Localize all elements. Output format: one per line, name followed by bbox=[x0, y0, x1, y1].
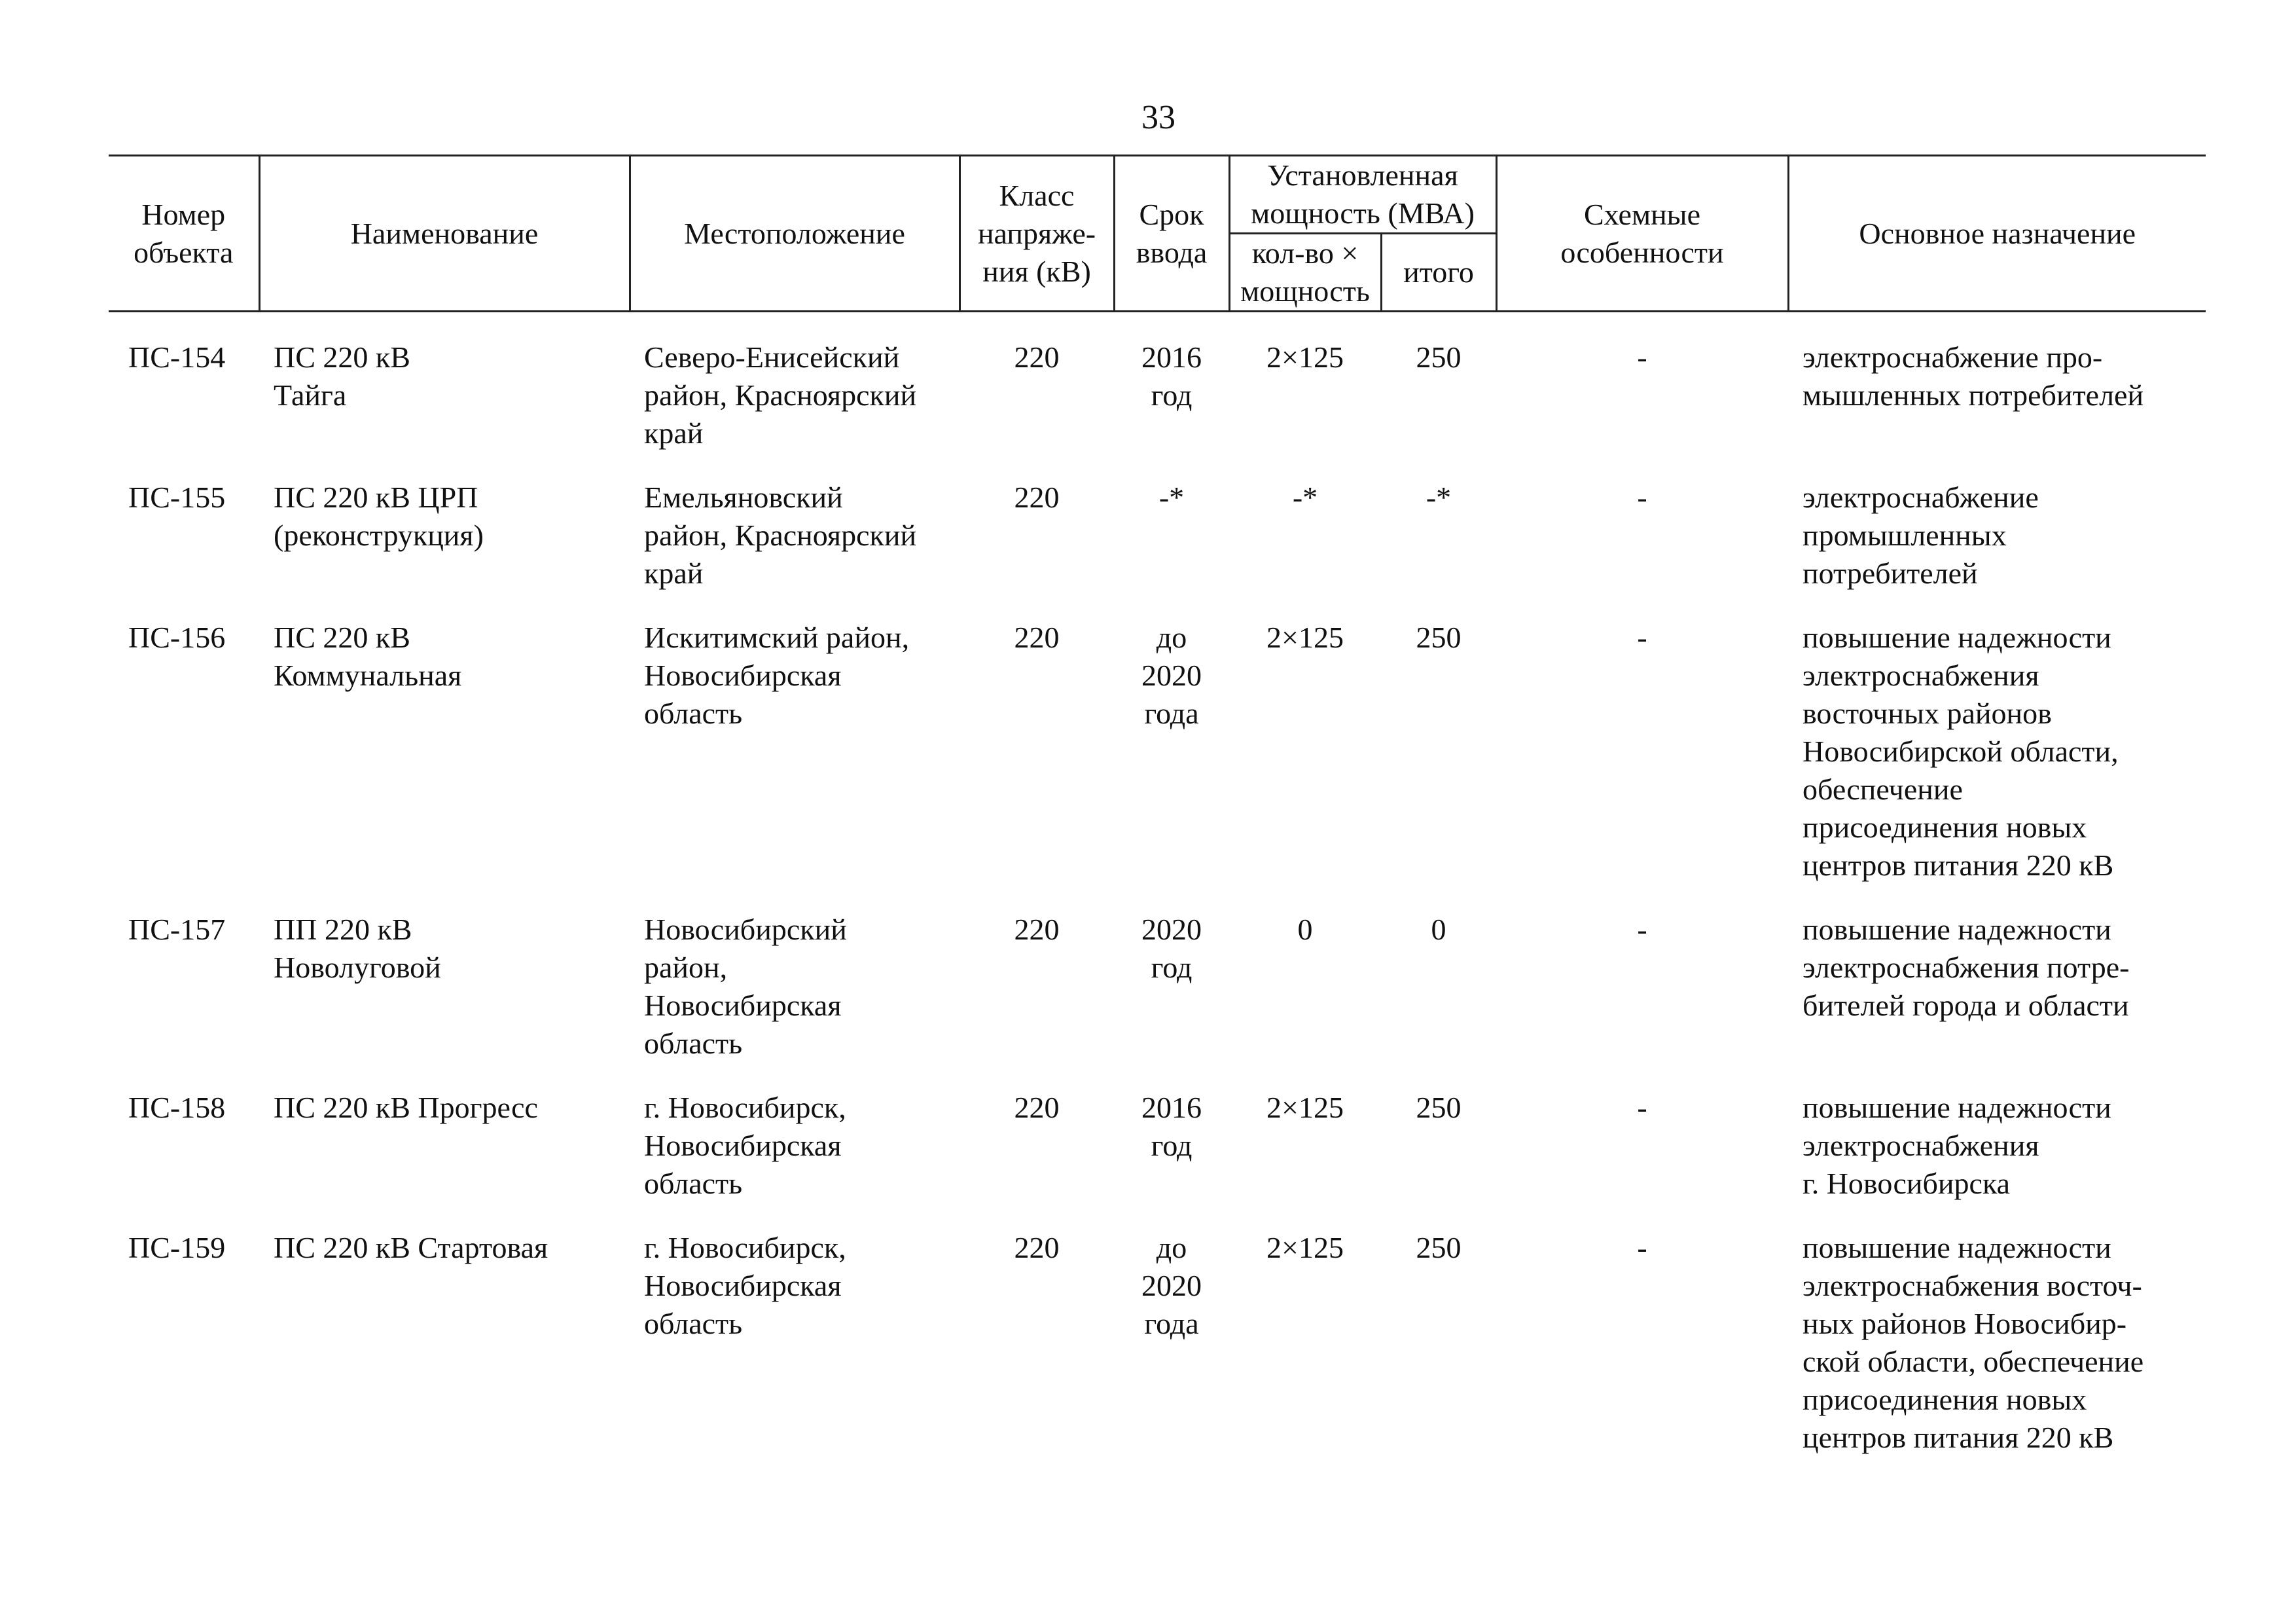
cell-voltage: 220 bbox=[1014, 913, 1060, 946]
cell-purpose bbox=[1788, 911, 2206, 1063]
cell-name bbox=[259, 619, 630, 884]
cell-count-power: 0 bbox=[1297, 913, 1313, 946]
cell-name-line: Новолуговой bbox=[274, 951, 441, 984]
cell-name-line: (реконструкция) bbox=[274, 519, 484, 552]
cell-purpose-line: ных районов Новосибир- bbox=[1803, 1307, 2127, 1340]
cell-location-line: край bbox=[644, 416, 704, 450]
cell-number: ПС-154 bbox=[128, 340, 226, 374]
cell-location-line: Новосибирский bbox=[644, 913, 847, 946]
cell-date-line: год bbox=[1151, 951, 1193, 984]
table-row bbox=[109, 338, 2206, 452]
cell-date-line: года bbox=[1144, 697, 1199, 730]
cell-total: -* bbox=[1426, 481, 1452, 514]
cell-location-line: область bbox=[644, 1167, 743, 1200]
cell-voltage: 220 bbox=[1014, 340, 1060, 374]
cell-voltage: 220 bbox=[1014, 1091, 1060, 1124]
cell-name bbox=[259, 338, 630, 452]
cell-purpose-line: присоединения новых bbox=[1803, 811, 2087, 844]
cell-purpose-line: мышленных потребителей bbox=[1803, 378, 2144, 412]
cell-date bbox=[1114, 619, 1229, 884]
cell-date-line: год bbox=[1151, 378, 1193, 412]
cell-scheme: - bbox=[1637, 340, 1647, 374]
cell-location-line: Искитимский район, bbox=[644, 621, 910, 654]
cell-purpose-line: электроснабжения bbox=[1803, 659, 2039, 692]
cell-date bbox=[1114, 1089, 1229, 1203]
header-date: Срок ввода bbox=[1114, 156, 1229, 312]
cell-date bbox=[1114, 911, 1229, 1063]
cell-location-line: Новосибирская bbox=[644, 1269, 842, 1302]
table-row bbox=[109, 479, 2206, 593]
substations-table bbox=[109, 155, 2206, 1457]
cell-count-power: 2×125 bbox=[1266, 340, 1344, 374]
cell-date-line: год bbox=[1151, 1129, 1193, 1162]
cell-purpose-line: бителей города и области bbox=[1803, 989, 2129, 1022]
header-number: Номер объекта bbox=[109, 156, 259, 312]
cell-name-line: Коммунальная bbox=[274, 659, 462, 692]
table-row bbox=[109, 619, 2206, 884]
cell-date-line: -* bbox=[1158, 481, 1185, 514]
cell-location-line: г. Новосибирск, bbox=[644, 1091, 846, 1124]
cell-purpose bbox=[1788, 619, 2206, 884]
cell-number: ПС-159 bbox=[128, 1231, 226, 1264]
cell-location-line: Северо-Енисейский bbox=[644, 340, 900, 374]
cell-number: ПС-155 bbox=[128, 481, 226, 514]
cell-location-line: Новосибирская bbox=[644, 989, 842, 1022]
cell-purpose-line: повышение надежности bbox=[1803, 1091, 2111, 1124]
cell-purpose-line: центров питания 220 кВ bbox=[1803, 1421, 2114, 1454]
cell-number: ПС-157 bbox=[128, 913, 226, 946]
cell-date-line: 2020 bbox=[1141, 913, 1202, 946]
cell-purpose-line: повышение надежности bbox=[1803, 621, 2111, 654]
cell-voltage: 220 bbox=[1014, 621, 1060, 654]
cell-purpose bbox=[1788, 1229, 2206, 1457]
cell-purpose-line: электроснабжения потре- bbox=[1803, 951, 2130, 984]
cell-name-line: ПС 220 кВ Прогресс bbox=[274, 1091, 538, 1124]
cell-date-line: года bbox=[1144, 1307, 1199, 1340]
cell-name bbox=[259, 479, 630, 593]
cell-number: ПС-158 bbox=[128, 1091, 226, 1124]
table-row bbox=[109, 1229, 2206, 1457]
cell-location-line: район, Красноярский bbox=[644, 519, 917, 552]
cell-location bbox=[630, 479, 960, 593]
cell-location-line: район, Красноярский bbox=[644, 378, 917, 412]
cell-scheme: - bbox=[1637, 481, 1647, 514]
cell-date-line: 2020 bbox=[1141, 659, 1202, 692]
cell-scheme: - bbox=[1637, 913, 1647, 946]
cell-location-line: г. Новосибирск, bbox=[644, 1231, 846, 1264]
cell-location-line: Емельяновский bbox=[644, 481, 843, 514]
cell-date-line: 2016 bbox=[1141, 1091, 1202, 1124]
cell-total: 0 bbox=[1431, 913, 1446, 946]
cell-voltage: 220 bbox=[1014, 481, 1060, 514]
cell-name-line: ПС 220 кВ bbox=[274, 621, 410, 654]
cell-purpose-line: ской области, обеспечение bbox=[1803, 1345, 2144, 1378]
cell-purpose bbox=[1788, 479, 2206, 593]
cell-purpose-line: центров питания 220 кВ bbox=[1803, 848, 2114, 882]
cell-purpose-line: электроснабжения bbox=[1803, 1129, 2039, 1162]
cell-total: 250 bbox=[1416, 621, 1462, 654]
cell-date-line: 2020 bbox=[1141, 1269, 1202, 1302]
cell-date bbox=[1114, 1229, 1229, 1457]
cell-purpose bbox=[1788, 1089, 2206, 1203]
cell-name-line: Тайга bbox=[274, 378, 347, 412]
cell-name-line: ПС 220 кВ Стартовая bbox=[274, 1231, 548, 1264]
cell-location bbox=[630, 911, 960, 1063]
cell-count-power: 2×125 bbox=[1266, 1231, 1344, 1264]
cell-name-line: ПП 220 кВ bbox=[274, 913, 412, 946]
header-location: Местоположение bbox=[630, 156, 960, 312]
cell-date bbox=[1114, 479, 1229, 593]
cell-purpose-line: г. Новосибирска bbox=[1803, 1167, 2011, 1200]
cell-total: 250 bbox=[1416, 340, 1462, 374]
cell-purpose-line: Новосибирской области, bbox=[1803, 735, 2119, 768]
cell-scheme: - bbox=[1637, 1231, 1647, 1264]
page-number: 33 bbox=[1141, 99, 1175, 136]
cell-purpose bbox=[1788, 338, 2206, 452]
cell-location-line: область bbox=[644, 697, 743, 730]
header-name: Наименование bbox=[259, 156, 630, 312]
cell-count-power: 2×125 bbox=[1266, 1091, 1344, 1124]
cell-name bbox=[259, 1089, 630, 1203]
cell-location bbox=[630, 619, 960, 884]
cell-name bbox=[259, 1229, 630, 1457]
cell-name-line: ПС 220 кВ ЦРП bbox=[274, 481, 478, 514]
header-voltage: Класс напряже-ния (кВ) bbox=[960, 156, 1114, 312]
header-total: итого bbox=[1381, 234, 1496, 312]
cell-scheme: - bbox=[1637, 1091, 1647, 1124]
header-capacity: Установленная мощность (МВА) bbox=[1229, 156, 1496, 234]
cell-total: 250 bbox=[1416, 1091, 1462, 1124]
cell-location bbox=[630, 338, 960, 452]
cell-date-line: 2016 bbox=[1141, 340, 1202, 374]
cell-location-line: Новосибирская bbox=[644, 1129, 842, 1162]
cell-date-line: до bbox=[1156, 621, 1187, 654]
cell-purpose-line: электроснабжения восточ- bbox=[1803, 1269, 2142, 1302]
cell-purpose-line: обеспечение bbox=[1803, 773, 1963, 806]
cell-location-line: Новосибирская bbox=[644, 659, 842, 692]
table-row bbox=[109, 911, 2206, 1063]
cell-scheme: - bbox=[1637, 621, 1647, 654]
cell-date bbox=[1114, 338, 1229, 452]
cell-purpose-line: электроснабжение про- bbox=[1803, 340, 2103, 374]
cell-location-line: область bbox=[644, 1027, 743, 1060]
header-purpose: Основное назначение bbox=[1788, 156, 2206, 312]
cell-purpose-line: промышленных bbox=[1803, 519, 2007, 552]
cell-date-line: до bbox=[1156, 1231, 1187, 1264]
header-count-power: кол-во × мощность bbox=[1229, 234, 1381, 312]
cell-purpose-line: потребителей bbox=[1803, 556, 1978, 590]
cell-purpose-line: восточных районов bbox=[1803, 697, 2052, 730]
cell-location bbox=[630, 1089, 960, 1203]
cell-total: 250 bbox=[1416, 1231, 1462, 1264]
header-scheme: Схемные особенности bbox=[1496, 156, 1788, 312]
cell-purpose-line: повышение надежности bbox=[1803, 913, 2111, 946]
cell-count-power: 2×125 bbox=[1266, 621, 1344, 654]
table-row bbox=[109, 1089, 2206, 1203]
cell-name-line: ПС 220 кВ bbox=[274, 340, 410, 374]
cell-purpose-line: присоединения новых bbox=[1803, 1383, 2087, 1416]
cell-purpose-line: электроснабжение bbox=[1803, 481, 2039, 514]
cell-number: ПС-156 bbox=[128, 621, 226, 654]
cell-location bbox=[630, 1229, 960, 1457]
cell-voltage: 220 bbox=[1014, 1231, 1060, 1264]
cell-location-line: район, bbox=[644, 951, 728, 984]
cell-name bbox=[259, 911, 630, 1063]
cell-purpose-line: повышение надежности bbox=[1803, 1231, 2111, 1264]
cell-location-line: область bbox=[644, 1307, 743, 1340]
cell-count-power: -* bbox=[1292, 481, 1318, 514]
table-body bbox=[109, 312, 2206, 1457]
cell-location-line: край bbox=[644, 556, 704, 590]
